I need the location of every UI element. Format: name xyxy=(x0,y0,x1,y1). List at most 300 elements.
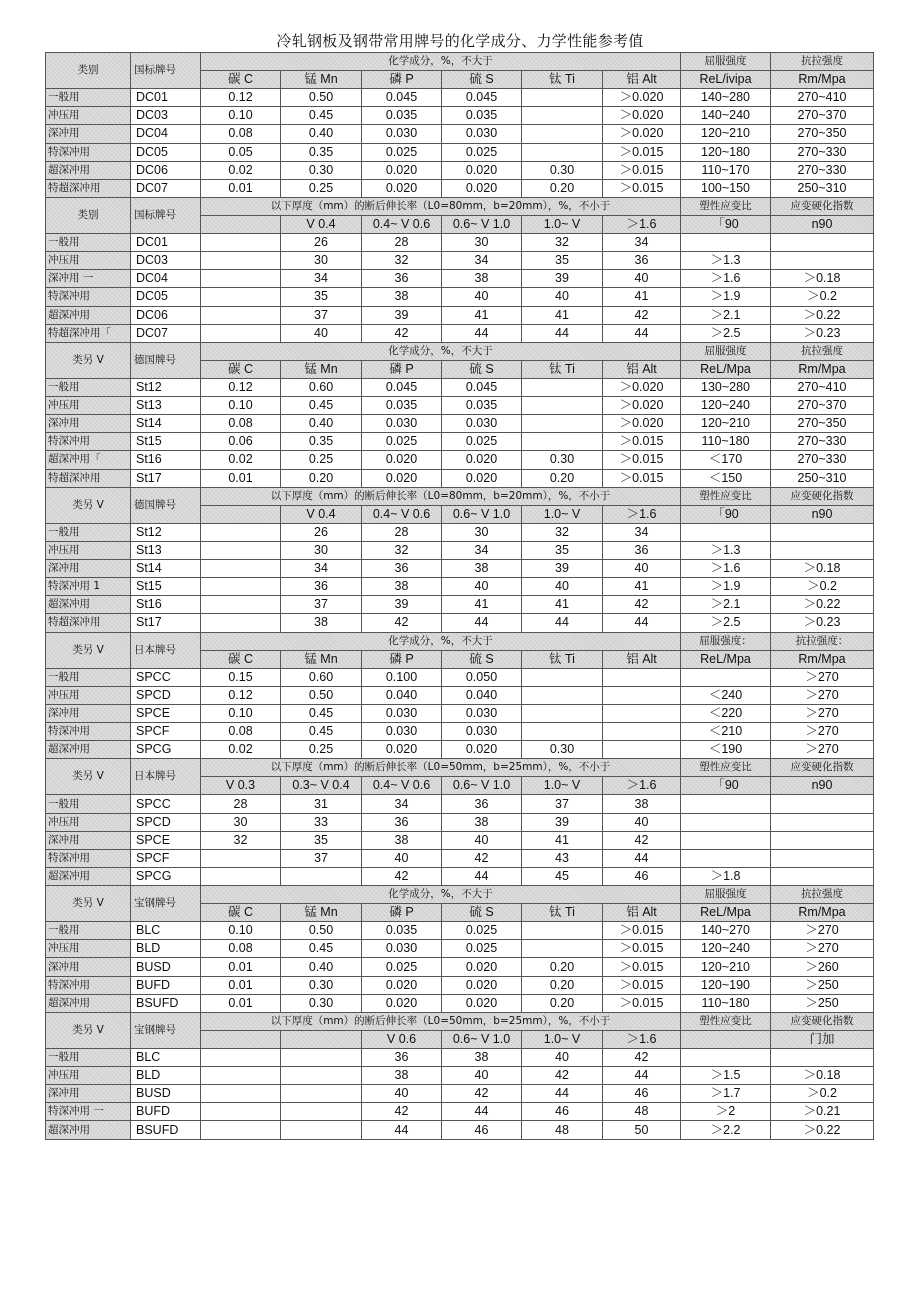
value-cell: ＞0.23 xyxy=(771,324,874,342)
sub-header-cell: 磷 P xyxy=(362,650,442,668)
value-cell: 270~330 xyxy=(771,143,874,161)
value-cell: 0.25 xyxy=(281,741,362,759)
grade-cell: SPCD xyxy=(131,686,201,704)
value-cell: 140~270 xyxy=(681,922,771,940)
sub-header-cell xyxy=(201,505,281,523)
value-cell: 0.020 xyxy=(362,451,442,469)
grade-cell: DC04 xyxy=(131,270,201,288)
value-cell xyxy=(771,523,874,541)
table-row xyxy=(46,976,874,994)
sub-header-cell: 门加 xyxy=(771,1030,874,1048)
value-cell: 44 xyxy=(362,1121,442,1139)
value-cell: 41 xyxy=(442,306,522,324)
value-cell: 37 xyxy=(281,849,362,867)
value-cell xyxy=(201,252,281,270)
value-cell: ＞270 xyxy=(771,741,874,759)
value-cell: ＞270 xyxy=(771,940,874,958)
value-cell: ＞0.23 xyxy=(771,614,874,632)
value-cell: 42 xyxy=(603,306,681,324)
category-cell: 特深冲用 xyxy=(46,288,131,306)
value-cell: 0.10 xyxy=(201,397,281,415)
value-cell: 120~240 xyxy=(681,397,771,415)
table-row xyxy=(46,270,874,288)
grade-cell: BUSD xyxy=(131,958,201,976)
value-cell: 0.030 xyxy=(442,723,522,741)
sub-header-cell: 「90 xyxy=(681,215,771,233)
value-cell xyxy=(771,795,874,813)
value-cell: 36 xyxy=(362,813,442,831)
value-cell: 270~330 xyxy=(771,161,874,179)
grade-cell: DC01 xyxy=(131,234,201,252)
value-cell xyxy=(281,1121,362,1139)
table-row xyxy=(46,324,874,342)
value-cell: 250~310 xyxy=(771,469,874,487)
property-header: 抗拉强度 xyxy=(771,886,874,904)
grade-cell: BUFD xyxy=(131,1103,201,1121)
value-cell: 0.12 xyxy=(201,89,281,107)
property-header: 屈服强度 xyxy=(681,342,771,360)
value-cell: 250~310 xyxy=(771,179,874,197)
category-cell: 冲压用 xyxy=(46,252,131,270)
category-cell: 超深冲用 xyxy=(46,596,131,614)
value-cell: ＞0.015 xyxy=(603,451,681,469)
value-cell: 270~410 xyxy=(771,378,874,396)
category-cell: 一般用 xyxy=(46,668,131,686)
value-cell: 0.12 xyxy=(201,378,281,396)
value-cell: 0.100 xyxy=(362,668,442,686)
value-cell: 0.45 xyxy=(281,723,362,741)
sub-header-cell: 碳 C xyxy=(201,650,281,668)
value-cell: ＞1.6 xyxy=(681,560,771,578)
category-cell: 冲压用 xyxy=(46,397,131,415)
grade-cell: St14 xyxy=(131,415,201,433)
value-cell: 120~210 xyxy=(681,415,771,433)
sub-header-cell: 铝 Alt xyxy=(603,904,681,922)
value-cell xyxy=(522,125,603,143)
value-cell: 31 xyxy=(281,795,362,813)
value-cell xyxy=(281,1085,362,1103)
grade-cell: DC06 xyxy=(131,306,201,324)
sub-header-cell: 硫 S xyxy=(442,360,522,378)
table-row xyxy=(46,741,874,759)
value-cell: 38 xyxy=(603,795,681,813)
grade-cell: SPCC xyxy=(131,795,201,813)
value-cell: 39 xyxy=(522,270,603,288)
value-cell xyxy=(281,867,362,885)
table-row xyxy=(46,161,874,179)
value-cell: 40 xyxy=(442,1067,522,1085)
value-cell: 270~330 xyxy=(771,451,874,469)
sub-header-cell: ReL/Mpa xyxy=(681,650,771,668)
category-header: 类别 xyxy=(46,53,131,89)
value-cell: 36 xyxy=(442,795,522,813)
grade-cell: DC07 xyxy=(131,324,201,342)
value-cell: ＞2.5 xyxy=(681,324,771,342)
value-cell: 0.020 xyxy=(442,958,522,976)
grade-cell: DC03 xyxy=(131,107,201,125)
grade-cell: SPCG xyxy=(131,741,201,759)
value-cell: 0.30 xyxy=(281,161,362,179)
value-cell: 0.45 xyxy=(281,107,362,125)
grade-cell: St14 xyxy=(131,560,201,578)
value-cell: 0.025 xyxy=(442,940,522,958)
grade-standard-header: 宝钢牌号 xyxy=(131,1012,201,1048)
sub-header-cell: 钛 Ti xyxy=(522,904,603,922)
value-cell: 270~330 xyxy=(771,433,874,451)
value-cell: 0.045 xyxy=(442,378,522,396)
value-cell: 28 xyxy=(362,523,442,541)
grade-cell: DC05 xyxy=(131,288,201,306)
value-cell: 36 xyxy=(603,252,681,270)
sub-header-cell: 钛 Ti xyxy=(522,650,603,668)
category-cell: 特深冲用 xyxy=(46,723,131,741)
sub-header-cell: 硫 S xyxy=(442,71,522,89)
sub-header-cell: 0.4~ V 0.6 xyxy=(362,215,442,233)
value-cell: 46 xyxy=(603,1085,681,1103)
value-cell: ＞0.2 xyxy=(771,1085,874,1103)
value-cell: ＞0.2 xyxy=(771,578,874,596)
value-cell: 30 xyxy=(442,523,522,541)
value-cell: 0.01 xyxy=(201,958,281,976)
value-cell xyxy=(522,686,603,704)
value-cell: 120~190 xyxy=(681,976,771,994)
sub-header-cell: 1.0~ V xyxy=(522,215,603,233)
value-cell: 50 xyxy=(603,1121,681,1139)
value-cell: 0.030 xyxy=(362,940,442,958)
sub-header-cell: 磷 P xyxy=(362,904,442,922)
sub-header-cell: 0.3~ V 0.4 xyxy=(281,777,362,795)
value-cell: ＞0.015 xyxy=(603,922,681,940)
table-row xyxy=(46,469,874,487)
grade-standard-header: 日本牌号 xyxy=(131,632,201,668)
grade-cell: BUSD xyxy=(131,1085,201,1103)
sub-header-cell: ＞1.6 xyxy=(603,215,681,233)
value-cell: 130~280 xyxy=(681,378,771,396)
value-cell: 0.30 xyxy=(281,976,362,994)
sub-header-cell: 碳 C xyxy=(201,904,281,922)
value-cell: ＞1.9 xyxy=(681,288,771,306)
table-row xyxy=(46,1049,874,1067)
value-cell: 38 xyxy=(281,614,362,632)
value-cell: 30 xyxy=(281,252,362,270)
grade-cell: St15 xyxy=(131,433,201,451)
sub-header-cell: 磷 P xyxy=(362,360,442,378)
grade-cell: St16 xyxy=(131,596,201,614)
value-cell xyxy=(522,940,603,958)
value-cell: ＞0.015 xyxy=(603,433,681,451)
value-cell: ＞0.015 xyxy=(603,940,681,958)
value-cell: 100~150 xyxy=(681,179,771,197)
value-cell xyxy=(281,1049,362,1067)
sub-header-cell: n90 xyxy=(771,215,874,233)
value-cell: ＞270 xyxy=(771,704,874,722)
property-header: 屈服强度 xyxy=(681,886,771,904)
value-cell: 110~180 xyxy=(681,433,771,451)
value-cell: ＞0.020 xyxy=(603,378,681,396)
value-cell: 40 xyxy=(603,560,681,578)
sub-header-cell: 锰 Mn xyxy=(281,360,362,378)
value-cell: 35 xyxy=(281,831,362,849)
section-header-row xyxy=(46,53,874,71)
sub-header-cell: 1.0~ V xyxy=(522,1030,603,1048)
value-cell xyxy=(603,704,681,722)
category-cell: 超深冲用 xyxy=(46,867,131,885)
category-cell: 特深冲用 xyxy=(46,433,131,451)
property-header: 应变硬化指数 xyxy=(771,487,874,505)
value-cell: 270~350 xyxy=(771,125,874,143)
value-cell: 0.50 xyxy=(281,686,362,704)
value-cell: 0.40 xyxy=(281,958,362,976)
value-cell: 39 xyxy=(522,560,603,578)
sub-header-cell: 磷 P xyxy=(362,71,442,89)
property-header: 应变硬化指数 xyxy=(771,197,874,215)
value-cell: 30 xyxy=(201,813,281,831)
value-cell: ＞1.6 xyxy=(681,270,771,288)
value-cell: ＞270 xyxy=(771,723,874,741)
sub-header-cell: 1.0~ V xyxy=(522,505,603,523)
value-cell: ＞0.18 xyxy=(771,560,874,578)
grade-cell: St12 xyxy=(131,378,201,396)
group-header: 以下厚度（mm）的断后伸长率（L0=50mm，b=25mm），%，不小于 xyxy=(201,759,681,777)
value-cell: 0.02 xyxy=(201,451,281,469)
value-cell: ＞0.020 xyxy=(603,415,681,433)
sub-header-cell: V 0.3 xyxy=(201,777,281,795)
table-row xyxy=(46,849,874,867)
property-header: 塑性应变比 xyxy=(681,759,771,777)
property-header: 屈服强度 xyxy=(681,53,771,71)
value-cell xyxy=(603,668,681,686)
value-cell: 120~240 xyxy=(681,940,771,958)
value-cell xyxy=(201,596,281,614)
value-cell: 45 xyxy=(522,867,603,885)
value-cell: 40 xyxy=(362,849,442,867)
grade-standard-header: 宝钢牌号 xyxy=(131,886,201,922)
table-row xyxy=(46,451,874,469)
value-cell: 270~410 xyxy=(771,89,874,107)
category-cell: 超深冲用「 xyxy=(46,451,131,469)
value-cell: 28 xyxy=(201,795,281,813)
value-cell: 0.60 xyxy=(281,668,362,686)
grade-cell: DC01 xyxy=(131,89,201,107)
value-cell: ＞1.7 xyxy=(681,1085,771,1103)
sub-header-cell xyxy=(201,215,281,233)
value-cell: 270~370 xyxy=(771,107,874,125)
sub-header-cell: ＞1.6 xyxy=(603,777,681,795)
group-header: 化学成分，%，不大于 xyxy=(201,53,681,71)
sub-header-cell: 「90 xyxy=(681,777,771,795)
value-cell: 0.60 xyxy=(281,378,362,396)
value-cell: 0.020 xyxy=(442,451,522,469)
value-cell xyxy=(201,541,281,559)
value-cell: 0.20 xyxy=(522,179,603,197)
grade-cell: SPCE xyxy=(131,831,201,849)
value-cell: 0.030 xyxy=(362,704,442,722)
table-row xyxy=(46,596,874,614)
category-cell: 特深冲用 xyxy=(46,143,131,161)
value-cell: 110~170 xyxy=(681,161,771,179)
table-row xyxy=(46,940,874,958)
value-cell: 0.20 xyxy=(281,469,362,487)
category-cell: 超深冲用 xyxy=(46,994,131,1012)
value-cell: 0.35 xyxy=(281,143,362,161)
section-header-row xyxy=(46,1012,874,1030)
value-cell: 0.020 xyxy=(442,741,522,759)
value-cell: 140~240 xyxy=(681,107,771,125)
value-cell: 0.30 xyxy=(522,741,603,759)
value-cell: ＜150 xyxy=(681,469,771,487)
category-cell: 特超深冲用「 xyxy=(46,324,131,342)
table-body xyxy=(46,53,874,1140)
value-cell: 38 xyxy=(362,1067,442,1085)
value-cell: 0.08 xyxy=(201,125,281,143)
sub-header-cell: 0.6~ V 1.0 xyxy=(442,505,522,523)
grade-cell: St13 xyxy=(131,397,201,415)
table-row xyxy=(46,614,874,632)
value-cell: 28 xyxy=(362,234,442,252)
sub-header-cell: 1.0~ V xyxy=(522,777,603,795)
value-cell: 0.01 xyxy=(201,469,281,487)
value-cell: ＞250 xyxy=(771,976,874,994)
value-cell: 42 xyxy=(442,1085,522,1103)
value-cell: 30 xyxy=(281,541,362,559)
value-cell: 0.020 xyxy=(442,994,522,1012)
value-cell: 0.02 xyxy=(201,741,281,759)
table-row xyxy=(46,523,874,541)
value-cell: ＞0.015 xyxy=(603,976,681,994)
value-cell: 0.025 xyxy=(362,433,442,451)
category-header: 类另 V xyxy=(46,886,131,922)
value-cell: 46 xyxy=(522,1103,603,1121)
value-cell xyxy=(603,686,681,704)
value-cell: 42 xyxy=(362,1103,442,1121)
value-cell xyxy=(281,1103,362,1121)
value-cell: 0.08 xyxy=(201,940,281,958)
table-row xyxy=(46,234,874,252)
value-cell xyxy=(522,143,603,161)
table-row xyxy=(46,994,874,1012)
value-cell xyxy=(201,1067,281,1085)
value-cell: ＜210 xyxy=(681,723,771,741)
grade-cell: BLC xyxy=(131,1049,201,1067)
value-cell: 0.035 xyxy=(442,397,522,415)
value-cell: 0.020 xyxy=(442,161,522,179)
value-cell: ＞1.9 xyxy=(681,578,771,596)
value-cell: ＞0.020 xyxy=(603,125,681,143)
sub-header-cell: 铝 Alt xyxy=(603,650,681,668)
category-cell: 特深冲用 xyxy=(46,976,131,994)
value-cell: ＞2 xyxy=(681,1103,771,1121)
category-cell: 深冲用 xyxy=(46,958,131,976)
value-cell: 34 xyxy=(603,234,681,252)
value-cell xyxy=(771,252,874,270)
category-header: 类另 V xyxy=(46,487,131,523)
category-cell: 深冲用 xyxy=(46,1085,131,1103)
value-cell: 44 xyxy=(442,614,522,632)
grade-standard-header: 国标牌号 xyxy=(131,197,201,233)
page-title: 冷轧钢板及钢带常用牌号的化学成分、力学性能参考值 xyxy=(276,32,644,50)
value-cell: 0.01 xyxy=(201,976,281,994)
grade-cell: BLD xyxy=(131,1067,201,1085)
sub-header-cell: n90 xyxy=(771,777,874,795)
value-cell: 26 xyxy=(281,523,362,541)
grade-cell: St13 xyxy=(131,541,201,559)
value-cell: ＜220 xyxy=(681,704,771,722)
sub-header-cell: 碳 C xyxy=(201,360,281,378)
value-cell: 0.030 xyxy=(362,415,442,433)
value-cell xyxy=(281,1067,362,1085)
value-cell: 35 xyxy=(522,541,603,559)
value-cell: 0.10 xyxy=(201,704,281,722)
grade-cell: BLC xyxy=(131,922,201,940)
value-cell: 0.030 xyxy=(442,125,522,143)
value-cell xyxy=(771,849,874,867)
category-cell: 深冲用 xyxy=(46,125,131,143)
value-cell: 140~280 xyxy=(681,89,771,107)
value-cell xyxy=(771,1049,874,1067)
sub-header-cell: 锰 Mn xyxy=(281,904,362,922)
sub-header-cell: 钛 Ti xyxy=(522,71,603,89)
grade-standard-header: 德国牌号 xyxy=(131,487,201,523)
value-cell xyxy=(201,578,281,596)
value-cell xyxy=(201,1085,281,1103)
value-cell: ＞0.22 xyxy=(771,1121,874,1139)
value-cell: 0.025 xyxy=(362,143,442,161)
category-cell: 冲压用 xyxy=(46,813,131,831)
value-cell: ＞0.015 xyxy=(603,994,681,1012)
value-cell: ＞2.2 xyxy=(681,1121,771,1139)
table-row xyxy=(46,795,874,813)
value-cell: 0.030 xyxy=(442,415,522,433)
value-cell: ＞270 xyxy=(771,922,874,940)
value-cell: 30 xyxy=(442,234,522,252)
value-cell xyxy=(522,397,603,415)
value-cell: 0.025 xyxy=(442,922,522,940)
value-cell: ＜190 xyxy=(681,741,771,759)
value-cell: 40 xyxy=(603,813,681,831)
table-row xyxy=(46,922,874,940)
table-row xyxy=(46,143,874,161)
category-cell: 深冲用 xyxy=(46,831,131,849)
value-cell: 0.15 xyxy=(201,668,281,686)
value-cell: ＞0.015 xyxy=(603,958,681,976)
value-cell: 39 xyxy=(362,596,442,614)
sub-header-cell: 锰 Mn xyxy=(281,71,362,89)
table-row xyxy=(46,813,874,831)
value-cell: 0.06 xyxy=(201,433,281,451)
value-cell: 35 xyxy=(522,252,603,270)
value-cell: ＞0.015 xyxy=(603,143,681,161)
value-cell: ＞0.015 xyxy=(603,469,681,487)
value-cell: 44 xyxy=(522,324,603,342)
value-cell: 38 xyxy=(442,1049,522,1067)
value-cell: 42 xyxy=(362,324,442,342)
value-cell xyxy=(201,1121,281,1139)
value-cell: 120~210 xyxy=(681,125,771,143)
property-header: 塑性应变比 xyxy=(681,1012,771,1030)
grade-cell: DC04 xyxy=(131,125,201,143)
value-cell: ＞2.1 xyxy=(681,596,771,614)
group-header: 化学成分，%，不大于 xyxy=(201,886,681,904)
value-cell: 26 xyxy=(281,234,362,252)
property-header: 塑性应变比 xyxy=(681,197,771,215)
grade-cell: SPCD xyxy=(131,813,201,831)
value-cell xyxy=(201,867,281,885)
value-cell: ＞0.2 xyxy=(771,288,874,306)
sub-header-cell: 铝 Alt xyxy=(603,71,681,89)
category-header: 类别 xyxy=(46,197,131,233)
value-cell: 0.025 xyxy=(442,143,522,161)
table-row xyxy=(46,252,874,270)
